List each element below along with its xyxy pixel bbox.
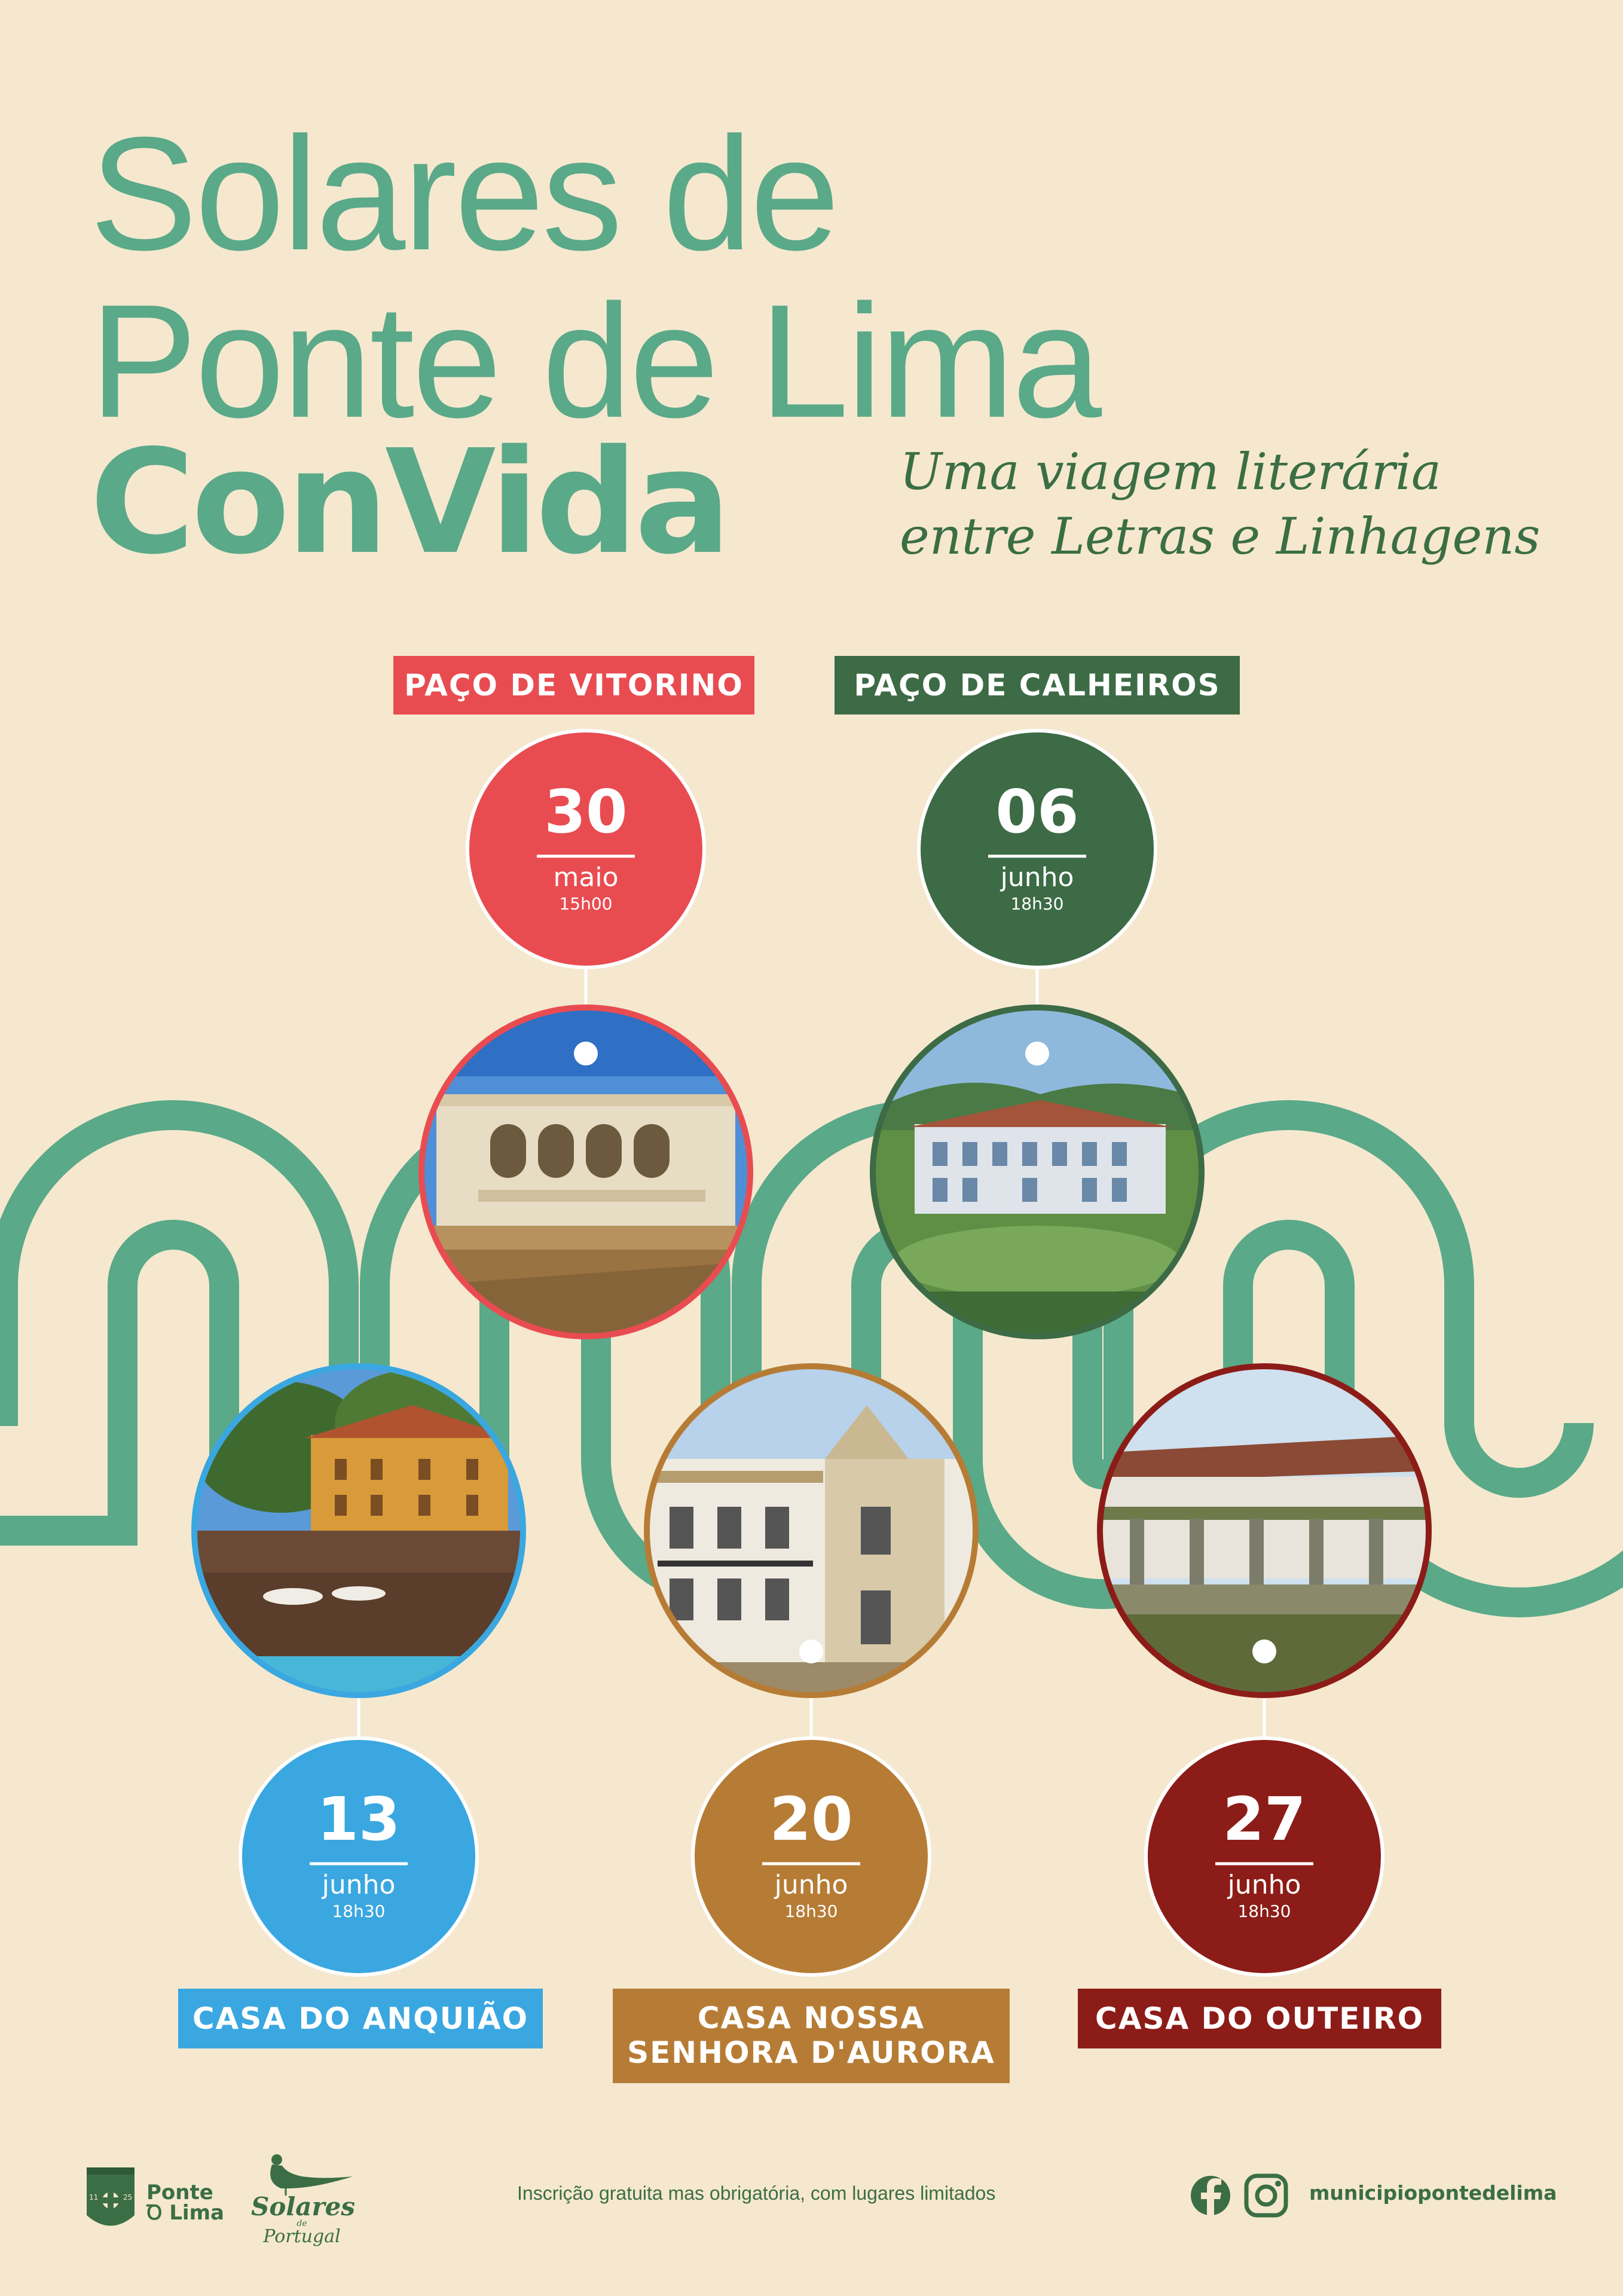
title-line-1: Solares de	[90, 104, 838, 284]
date-outeiro	[1175, 1784, 1354, 1921]
date-day: 30	[544, 777, 628, 847]
venue-label-casa-do-anquiao: CASA DO ANQUIÃO	[178, 1989, 543, 2048]
date-vitorino	[496, 777, 676, 914]
venue-label-line-1: CASA NOSSA	[697, 2001, 925, 2035]
solares-small: de	[297, 2219, 307, 2228]
registration-notice: Inscrição gratuita mas obrigatória, com lugares limitados	[517, 2182, 996, 2204]
date-time: 18h30	[1237, 1901, 1291, 1921]
ponte-de-lima-logo-text	[146, 2182, 224, 2223]
connector-dot	[574, 1042, 598, 1065]
connector-dot	[799, 1639, 823, 1663]
logo-line-1: Ponte	[146, 2181, 213, 2205]
date-time: 18h30	[332, 1901, 386, 1921]
date-aurora	[722, 1784, 901, 1921]
date-day: 20	[769, 1784, 853, 1854]
date-day: 13	[317, 1784, 401, 1854]
solares-de-portugal-logo-text	[251, 2192, 356, 2247]
date-month: junho	[322, 1870, 396, 1900]
title-line-3: ConVida	[90, 419, 728, 586]
venue-label-paco-de-vitorino: PAÇO DE VITORINO	[393, 656, 754, 715]
date-calheiros	[947, 777, 1127, 914]
solares-de-portugal-bird-icon	[270, 2154, 353, 2196]
logo-line-2: Ꝺ Lima	[146, 2201, 224, 2225]
subtitle-line-1: Uma viagem literária	[900, 442, 1441, 501]
solares-line-1: Solares	[251, 2192, 356, 2221]
venue-label-casa-do-outeiro: CASA DO OUTEIRO	[1078, 1989, 1441, 2048]
instagram-icon[interactable]	[1246, 2176, 1286, 2215]
connector-dot	[1252, 1639, 1276, 1663]
date-month: maio	[553, 862, 619, 893]
date-month: junho	[774, 1870, 848, 1900]
facebook-icon[interactable]	[1191, 2176, 1230, 2215]
date-month: junho	[1227, 1870, 1301, 1900]
title-line-2: Ponte de Lima	[90, 271, 1100, 451]
photo-casa-do-anquiao	[191, 1363, 526, 1698]
date-day: 06	[995, 777, 1079, 847]
solares-line-2: Portugal	[263, 2226, 341, 2247]
venue-label-casa-nossa-senhora-daurora	[613, 1989, 1010, 2083]
date-anquiao	[269, 1784, 448, 1921]
logo-shield-left-number: 11	[89, 2193, 99, 2202]
venue-label-paco-de-calheiros: PAÇO DE CALHEIROS	[835, 656, 1240, 715]
venue-label-line-2: SENHORA D'AURORA	[627, 2035, 995, 2070]
date-day: 27	[1222, 1784, 1306, 1854]
date-time: 18h30	[1010, 894, 1064, 914]
date-time: 15h00	[559, 894, 613, 914]
connector-dot	[1025, 1042, 1049, 1065]
social-handle[interactable]: municipiopontedelima	[1309, 2181, 1557, 2205]
subtitle-line-2: entre Letras e Linhagens	[900, 507, 1541, 566]
date-month: junho	[1000, 862, 1074, 893]
date-time: 18h30	[784, 1901, 838, 1921]
logo-shield-right-number: 25	[123, 2193, 133, 2202]
